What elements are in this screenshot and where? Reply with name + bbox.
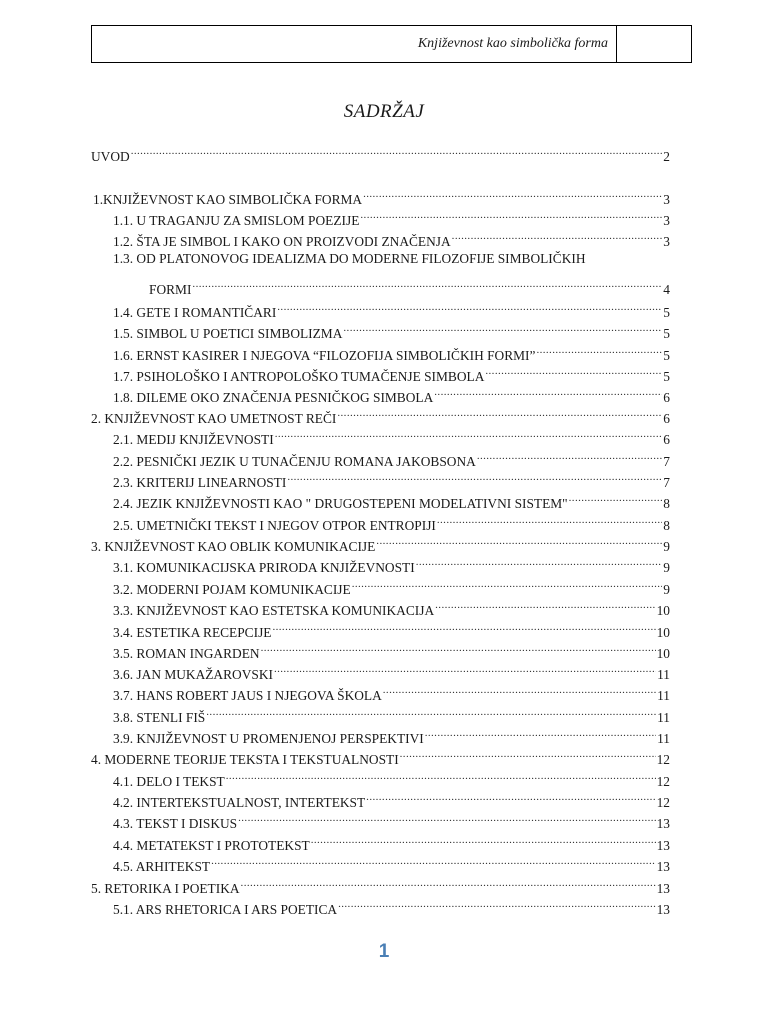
page-number: 1 — [378, 941, 390, 962]
toc-entry[interactable] — [149, 276, 670, 297]
toc-entry-label: 3.2. MODERNI POJAM KOMUNIKACIJE — [113, 582, 351, 597]
toc-entry[interactable] — [113, 896, 670, 917]
dot-leader — [477, 448, 662, 466]
toc-entry[interactable] — [91, 405, 670, 426]
toc-entry[interactable] — [113, 682, 670, 703]
dot-leader — [352, 576, 663, 594]
toc-entry-page: 11 — [657, 667, 670, 682]
toc-entry[interactable] — [113, 619, 670, 640]
toc-entry[interactable] — [113, 789, 670, 810]
toc-entry-page: 10 — [656, 625, 670, 640]
toc-entry[interactable] — [113, 832, 670, 853]
toc-entry-page: 5 — [663, 348, 670, 363]
toc-entry-page: 6 — [663, 411, 670, 426]
toc-entry-label: 2.2. PESNIČKI JEZIK U TUNAČENJU ROMANA JAKOBSONA — [113, 454, 476, 469]
toc-entry[interactable] — [91, 875, 670, 896]
toc-entry[interactable] — [91, 143, 670, 164]
toc-entry[interactable] — [113, 363, 670, 384]
toc-entry-page: 11 — [657, 688, 670, 703]
toc-entry-page: 9 — [663, 560, 670, 575]
toc-entry[interactable] — [113, 704, 670, 725]
toc-entry-page: 10 — [656, 603, 670, 618]
toc-entry[interactable] — [91, 746, 670, 767]
toc-entry-page: 13 — [656, 902, 670, 917]
toc-entry-label: 1.1. U TRAGANJU ZA SMISLOM POEZIJE — [113, 213, 360, 228]
toc-entry-label: 2.3. KRITERIJ LINEARNOSTI — [113, 475, 287, 490]
toc-entry-page: 13 — [656, 881, 670, 896]
toc-entry-page: 3 — [663, 213, 670, 228]
dot-leader — [536, 342, 662, 360]
toc-entry-page: 3 — [663, 192, 670, 207]
toc-entry-page: 6 — [663, 432, 670, 447]
toc-entry-label: 2.1. MEDIJ KNJIŽEVNOSTI — [113, 432, 274, 447]
toc-entry-label: 4.3. TEKST I DISKUS — [113, 816, 238, 831]
toc-entry[interactable] — [113, 342, 670, 363]
toc-entry[interactable] — [113, 853, 670, 874]
toc-entry[interactable] — [113, 576, 670, 597]
toc-entry-page: 3 — [663, 234, 670, 249]
toc-entry[interactable] — [113, 768, 670, 789]
toc-entry-page: 12 — [656, 774, 670, 789]
toc-entry-label: 3.8. STENLI FIŠ — [113, 710, 206, 725]
dot-leader — [343, 320, 662, 338]
toc-entry-label: 1.8. DILEME OKO ZNAČENJA PESNIČKOG SIMBOLA — [113, 390, 434, 405]
toc-entry-page: 2 — [663, 149, 670, 164]
toc-entry-page: 9 — [663, 539, 670, 554]
toc-entry-label: 3.4. ESTETIKA RECEPCIJE — [113, 625, 272, 640]
dot-leader — [131, 143, 663, 161]
dot-leader — [226, 768, 656, 786]
toc-entry-label: 5. RETORIKA I POETIKA — [91, 881, 240, 896]
toc-entry-label: 2.4. JEZIK KNJIŽEVNOSTI KAO " DRUGOSTEPENI MODELATIVNI SISTEM" — [113, 496, 568, 511]
toc-entry[interactable] — [113, 426, 670, 447]
toc-entry-label: 1.4. GETE I ROMANTIČARI — [113, 305, 277, 320]
dot-leader — [274, 661, 656, 679]
toc-entry-page: 5 — [663, 305, 670, 320]
toc-entry-label: UVOD — [91, 149, 130, 164]
dot-leader — [437, 512, 662, 530]
dot-leader — [192, 276, 662, 294]
toc-entry-label: 1.2. ŠTA JE SIMBOL I KAKO ON PROIZVODI ZNAČENJA — [113, 234, 451, 249]
toc-entry[interactable] — [93, 186, 670, 207]
toc-entry-label: 3.6. JAN MUKAŽAROVSKI — [113, 667, 273, 682]
toc-entry[interactable] — [113, 810, 670, 831]
toc-entry-page: 12 — [656, 795, 670, 810]
toc-entry[interactable] — [91, 533, 670, 554]
toc-entry-page: 13 — [656, 838, 670, 853]
dot-leader — [337, 405, 662, 423]
toc-entry[interactable] — [113, 490, 670, 511]
dot-leader — [366, 789, 655, 807]
running-header-title: Književnost kao simbolička forma — [92, 26, 617, 62]
toc-entry[interactable] — [113, 597, 670, 618]
toc-entry-label: 3.7. HANS ROBERT JAUS I NJEGOVA ŠKOLA — [113, 688, 382, 703]
toc-entry[interactable] — [113, 299, 670, 320]
toc-entry-label-line2: FORMI — [149, 282, 192, 297]
dot-leader — [416, 554, 663, 572]
dot-leader — [275, 426, 663, 444]
toc-entry-label: 4.5. ARHITEKST — [113, 859, 211, 874]
toc-entry-page: 7 — [663, 475, 670, 490]
dot-leader — [287, 469, 662, 487]
toc-entry[interactable] — [113, 554, 670, 575]
toc-entry[interactable] — [113, 320, 670, 341]
dot-leader — [261, 640, 656, 658]
toc-entry-label: 5.1. ARS RHETORICA I ARS POETICA — [113, 902, 338, 917]
toc-entry-label: 2.5. UMETNIČKI TEKST I NJEGOV OTPOR ENTROPIJI — [113, 518, 436, 533]
dot-leader — [485, 363, 662, 381]
toc-entry-label: 4. MODERNE TEORIJE TEKSTA I TEKSTUALNOSTI — [91, 752, 399, 767]
toc-entry-page: 8 — [663, 518, 670, 533]
dot-leader — [425, 725, 656, 743]
toc-entry-page: 11 — [657, 731, 670, 746]
toc-entry-label: 3. KNJIŽEVNOST KAO OBLIK KOMUNIKACIJE — [91, 539, 376, 554]
dot-leader — [569, 490, 663, 508]
toc-entry-page: 13 — [656, 859, 670, 874]
toc-entry[interactable] — [113, 661, 670, 682]
dot-leader — [383, 682, 656, 700]
toc-entry[interactable] — [113, 512, 670, 533]
toc-entry[interactable] — [113, 228, 670, 249]
dot-leader — [363, 186, 662, 204]
dot-leader — [400, 746, 656, 764]
toc-entry-label: 2. KNJIŽEVNOST KAO UMETNOST REČI — [91, 411, 337, 426]
dot-leader — [376, 533, 662, 551]
toc-heading: SADRŽAJ — [343, 101, 425, 122]
toc-entry[interactable] — [113, 725, 670, 746]
dot-leader — [338, 896, 656, 914]
dot-leader — [360, 207, 662, 225]
toc-entry-label: 3.9. KNJIŽEVNOST U PROMENJENOJ PERSPEKTIVI — [113, 731, 424, 746]
toc-entry-label: 4.4. METATEKST I PROTOTEKST — [113, 838, 310, 853]
toc-entry-page: 8 — [663, 496, 670, 511]
toc-entry-page: 6 — [663, 390, 670, 405]
toc-entry-page: 9 — [663, 582, 670, 597]
dot-leader — [241, 875, 656, 893]
toc-entry-page: 10 — [656, 646, 670, 661]
toc-entry[interactable] — [113, 469, 670, 490]
dot-leader — [206, 704, 656, 722]
toc-entry-label: 1.6. ERNST KASIRER I NJEGOVA “FILOZOFIJA SIMBOLIČKIH FORMI” — [113, 348, 536, 363]
toc-entry-label-line1[interactable]: 1.3. OD PLATONOVOG IDEALIZMA DO MODERNE FILOZOFIJE SIMBOLIČKIH — [113, 251, 586, 266]
toc-entry-label: 4.1. DELO I TEKST — [113, 774, 225, 789]
dot-leader — [434, 384, 662, 402]
dot-leader — [272, 619, 655, 637]
toc-entry-label: 1.7. PSIHOLOŠKO I ANTROPOLOŠKO TUMAČENJE SIMBOLA — [113, 369, 485, 384]
toc-entry-page: 12 — [656, 752, 670, 767]
toc-entry[interactable] — [113, 448, 670, 469]
toc-entry-page: 11 — [657, 710, 670, 725]
dot-leader — [211, 853, 656, 871]
dot-leader — [452, 228, 663, 246]
toc-entry-label: 1.5. SIMBOL U POETICI SIMBOLIZMA — [113, 326, 343, 341]
toc-entry-page: 13 — [656, 816, 670, 831]
toc-entry-page: 5 — [663, 326, 670, 341]
toc-entry-label: 3.5. ROMAN INGARDEN — [113, 646, 260, 661]
toc-entry[interactable] — [113, 640, 670, 661]
toc-entry-page: 4 — [663, 282, 670, 297]
toc-entry[interactable] — [113, 384, 670, 405]
toc-entry-label: 3.3. KNJIŽEVNOST KAO ESTETSKA KOMUNIKACIJA — [113, 603, 435, 618]
toc-entry-label: 3.1. KOMUNIKACIJSKA PRIRODA KNJIŽEVNOSTI — [113, 560, 415, 575]
toc-entry-page: 5 — [663, 369, 670, 384]
toc-entry-page: 7 — [663, 454, 670, 469]
toc-entry[interactable] — [113, 207, 670, 228]
dot-leader — [277, 299, 662, 317]
dot-leader — [238, 810, 655, 828]
dot-leader — [311, 832, 656, 850]
toc-entry-label: 4.2. INTERTEKSTUALNOST, INTERTEKST — [113, 795, 366, 810]
dot-leader — [435, 597, 655, 615]
toc-entry-label: 1.KNJIŽEVNOST KAO SIMBOLIČKA FORMA — [93, 192, 363, 207]
